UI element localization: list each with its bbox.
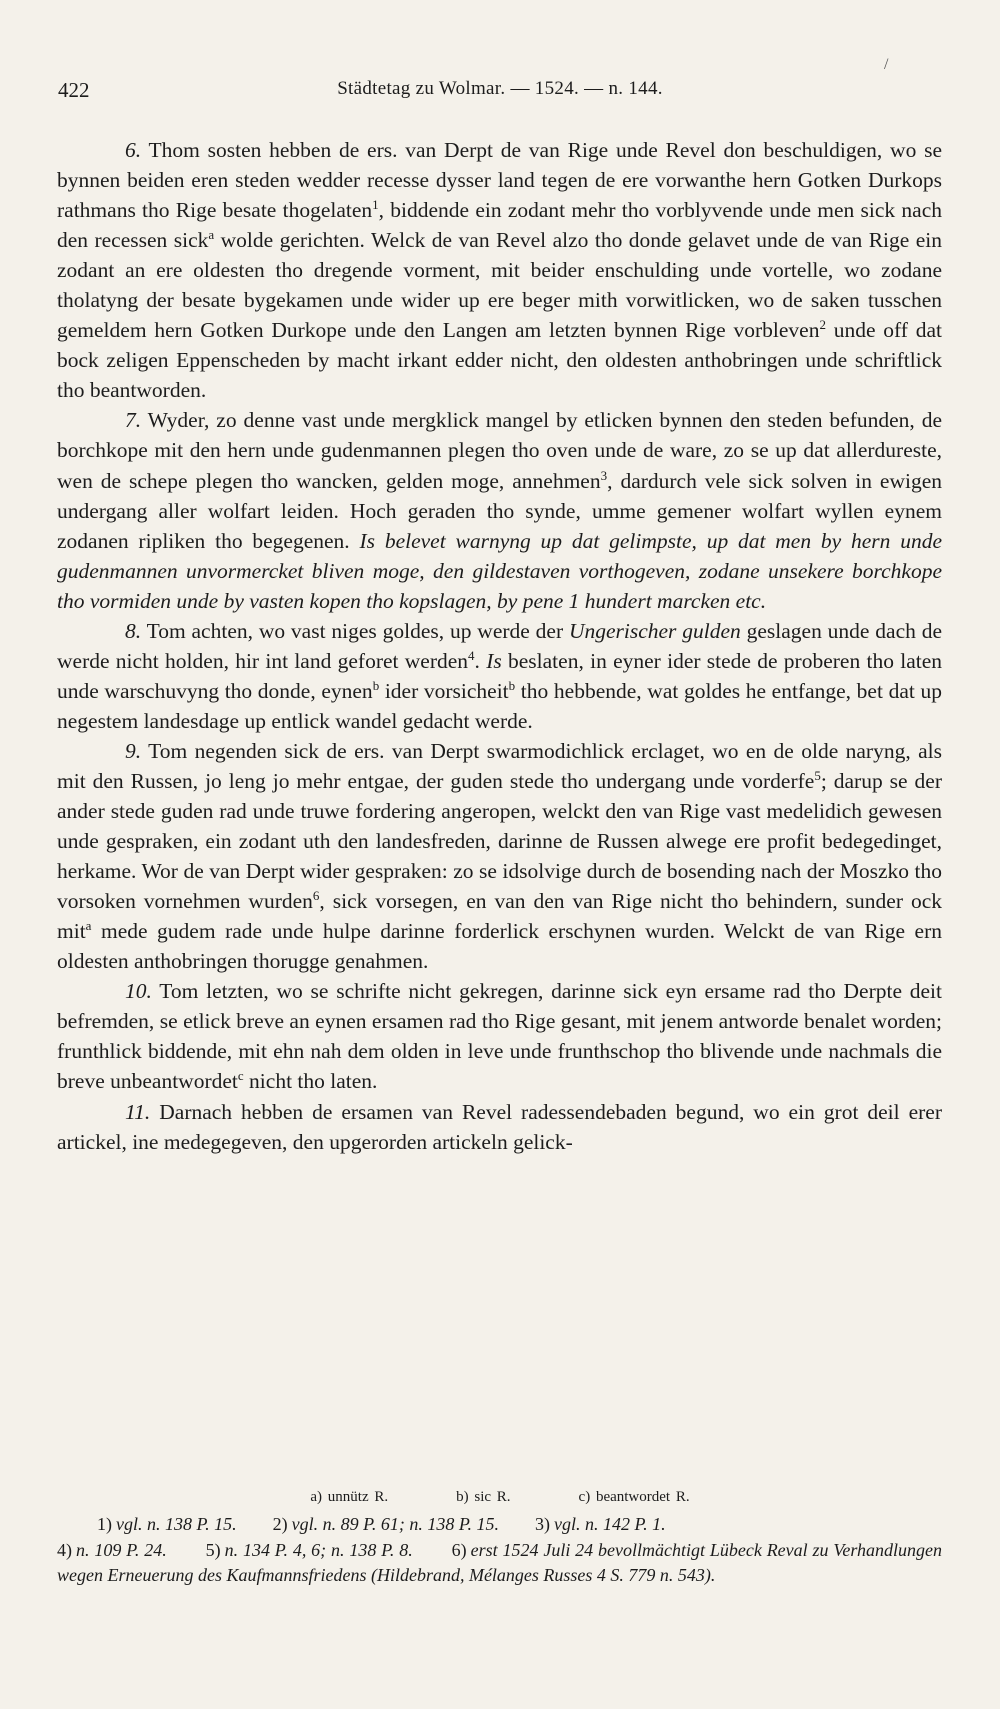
- body-text: [57, 135, 942, 1157]
- paragraph-number: 9.: [125, 738, 142, 763]
- text-run: tho hebbende, wat goldes he entfange, bet dat up negestem landesdage up entlick wandel gedacht werde.: [57, 678, 942, 733]
- footnote-marker: 1: [372, 196, 379, 212]
- text-run: Tom negenden sick de ers. van Derpt swarmodichlick erclaget, wo en de olde naryng, als mit den Russen, jo leng jo mehr entgae, der guden stede tho undergang unde vorderfe: [57, 738, 942, 793]
- text-run: , dardurch vele sick solven in ewigen undergang aller wolfart leiden. Hoch geraden tho synde, umme gemener wolfart wyllen eynem zodanen ripliken tho begegenen.: [57, 468, 942, 553]
- text-run: beslaten, in eyner ider stede de proberen tho laten unde warschuvyng tho donde, eynen: [57, 648, 943, 703]
- text-run: Tom letzten, wo se schrifte nicht gekregen, darinne sick eyn ersame rad tho Derpte deit befremden, se etlick breve an eynen ersamen rad tho Rige gesant, mit jenem antworde benalet worden; frunthlick biddende, mit ehn nah dem olden in leve unde frunthschop tho blivende unde nachmals die breve unbeantwordet: [57, 979, 942, 1094]
- text-run: Wyder, zo denne vast unde mergklick mangel by etlicken bynnen den steden befunden, de borchkope mit den hern unde gudenmannen plegen tho oven unde de ware, zo se up dat allerdureste, wen de schepe plegen tho wancken, gelden moge, annehmen: [57, 408, 942, 493]
- running-title: Städtetag zu Wolmar. — 1524. — n. 144.: [337, 78, 663, 99]
- corner-mark: /: [884, 56, 889, 73]
- variant-note: a) unnütz R.: [310, 1489, 389, 1505]
- page-number: 422: [58, 78, 90, 102]
- text-run: Thom sosten hebben de ers. van Derpt de van Rige unde Revel don beschuldigen, wo se bynnen beiden eren steden wedder recesse dysser land tegen de ere vorwanthe hern Gotken Durkops rathmans tho Rige besate thogelaten: [57, 138, 942, 223]
- text-run: , sick vorsegen, en van den van Rige nicht tho behindern, sunder ock mit: [57, 889, 942, 944]
- footnote-marker: 5: [814, 767, 821, 783]
- footnote-marker: 3: [600, 467, 608, 483]
- paragraph-10: [57, 976, 942, 1096]
- text-run: .: [474, 648, 487, 673]
- text-run: Darnach hebben de ersamen van Revel radessendebaden begund, wo ein grot deil erer artickel, ine medegegeven, den upgerorden artickeln gelick-: [57, 1099, 942, 1154]
- paragraph-number: 7.: [125, 408, 142, 433]
- paragraph-6: [57, 135, 942, 405]
- text-run: geslagen unde dach de werde nicht holden, hir int land geforet werden: [57, 618, 943, 673]
- variant-note: b) sic R.: [456, 1489, 511, 1505]
- footnote-marker: c: [237, 1068, 244, 1084]
- footnote-line: [57, 1512, 942, 1538]
- paragraph-number: 6.: [125, 138, 142, 162]
- footnote-marker: b: [508, 677, 516, 693]
- footnote-marker: a: [208, 226, 215, 242]
- footnotes: [57, 1512, 942, 1589]
- text-run: Is: [486, 648, 502, 673]
- footnote-marker: 6: [312, 888, 320, 904]
- footnote-marker: b: [372, 677, 380, 693]
- paragraph-11: [57, 1097, 942, 1157]
- text-run: Tom achten, wo vast niges goldes, up werde der: [141, 618, 569, 643]
- text-run: ; darup se der ander stede guden rad unde truwe fordering angeropen, welckt den van Rige vast medelidich gewesen unde gespraken, ein zodant uth den landesfreden, darinne de Russen alwege ere profit bedegedinget, herkame. Wor de van Derpt wider gespraken: zo se idsolvige durch de bosending nach der Moszko tho vorsoken vornehmen wurden: [57, 768, 942, 914]
- paragraph-8: [57, 616, 942, 736]
- footnote-4: 4) n. 109 P. 24.: [57, 1539, 167, 1560]
- paragraph-number: 10.: [125, 979, 152, 1004]
- paragraph-9: [57, 736, 942, 976]
- text-run: nicht tho laten.: [243, 1069, 378, 1094]
- footnote-6: 6) erst 1524 Juli 24 bevollmächtigt Lübeck Reval zu Verhandlungen wegen Erneuerung des Kaufmannsfriedens (Hildebrand, Mélanges Russes 4 S. 779 n. 543).: [57, 1539, 943, 1585]
- footnote-5: 5) n. 134 P. 4, 6; n. 138 P. 8.: [205, 1539, 413, 1560]
- paragraph-7: [57, 405, 942, 615]
- text-run: mede gudem rade unde hulpe darinne forderlick erschynen wurden. Welckt de van Rige ern oldesten anthobringen thorugge genahmen.: [57, 919, 942, 974]
- paragraph-number: 8.: [125, 618, 142, 643]
- footnote-marker: a: [85, 918, 92, 934]
- footnote-2: 2) vgl. n. 89 P. 61; n. 138 P. 15.: [272, 1514, 500, 1534]
- text-run: wolde gerichten. Welck de van Revel alzo tho donde gelavet unde de van Rige ein zodant an ere oldesten tho dregende vorment, mit beider enschulding unde vortelle, wo zodane tholatyng der besate bygekamen unde wider up ere beger mith vorwitlicken, wo de saken tusschen gemeldem hern Gotken Durkope unde den Langen am letzten bynnen Rige vorbleven: [57, 228, 942, 343]
- paragraph-number: 11.: [125, 1099, 151, 1124]
- footnote-line: [57, 1538, 942, 1589]
- text-run: unde off dat bock zeligen Eppenscheden by macht irkant edder nicht, den oldesten anthobringen unde schriftlick tho beantworden.: [57, 318, 942, 403]
- text-run: Ungerischer gulden: [568, 618, 741, 643]
- footnote-marker: 4: [468, 647, 475, 663]
- variant-notes: [0, 1489, 1000, 1506]
- footnote-3: 3) vgl. n. 142 P. 1.: [535, 1514, 666, 1534]
- footnote-marker: 2: [819, 317, 826, 333]
- text-run: ider vorsicheit: [379, 678, 509, 703]
- variant-note: c) beantwordet R.: [578, 1489, 690, 1505]
- footnote-1: 1) vgl. n. 138 P. 15.: [97, 1514, 237, 1534]
- text-run: , biddende ein zodant mehr tho vorblyvende unde men sick nach den recessen sick: [57, 198, 942, 253]
- text-run: Is belevet warnyng up dat gelimpste, up dat men by hern unde gudenmannen unvormercket bliven moge, den gildestaven vorthogeven, zodane unsekere borchkope tho vormiden unde by vasten kopen tho kopslagen, by pene 1 hundert marcken etc.: [57, 528, 942, 613]
